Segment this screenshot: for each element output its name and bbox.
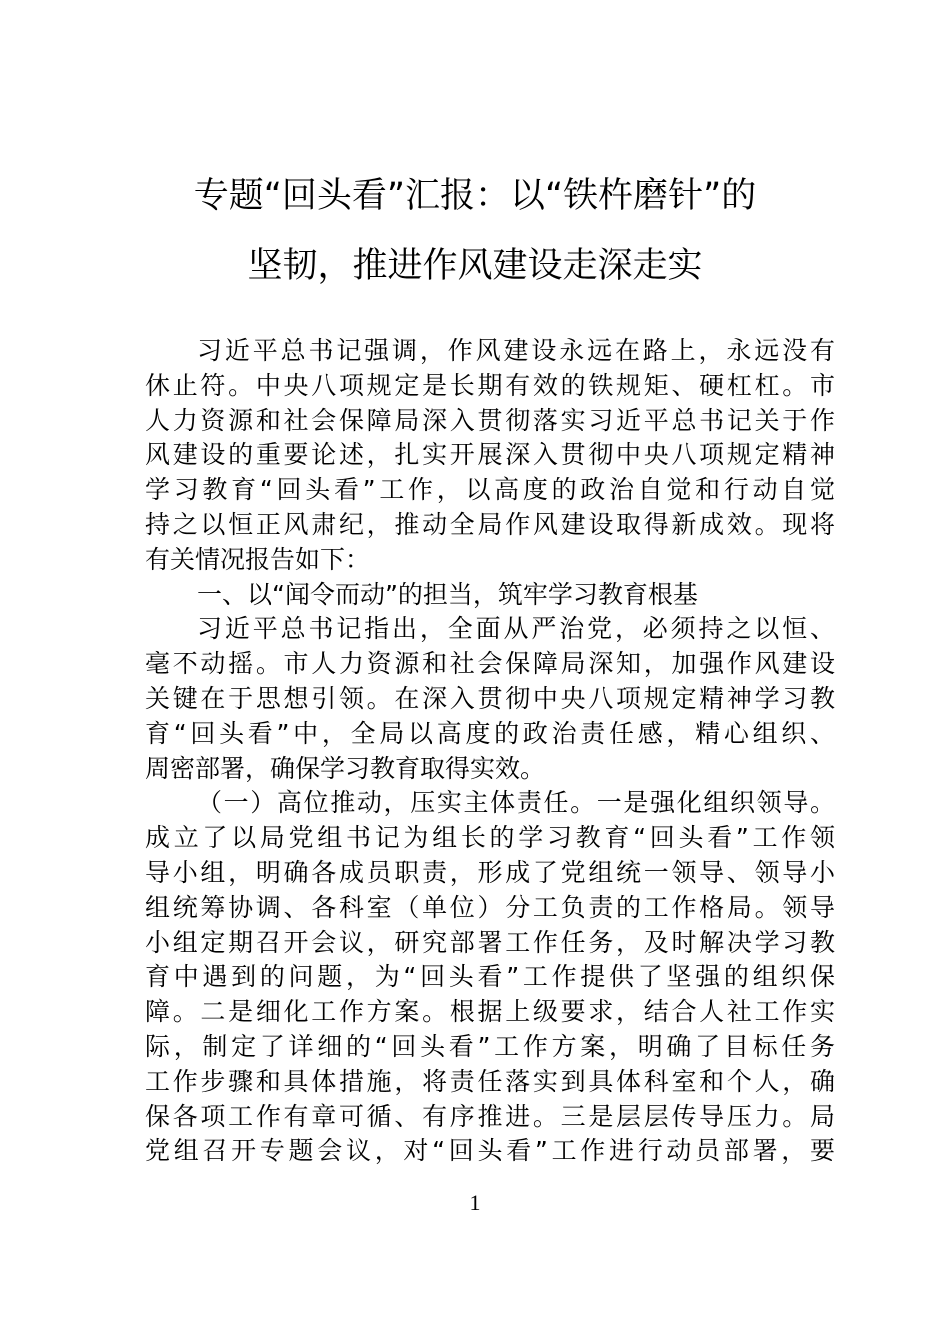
body-line: 保各项工作有章可循、有序推进。三是层层传导压力。局	[145, 1101, 835, 1131]
document-body	[145, 334, 835, 1169]
body-line: 组统筹协调、各科室（单位）分工负责的工作格局。领导	[145, 892, 835, 922]
body-line: 工作步骤和具体措施，将责任落实到具体科室和个人，确	[145, 1066, 835, 1096]
body-line: 习近平总书记指出，全面从严治党，必须持之以恒、	[197, 614, 835, 644]
body-line: 有关情况报告如下：	[145, 544, 371, 574]
document-title-line-1: 专题“回头看”汇报：以“铁杵磨针”的	[193, 176, 757, 216]
body-line: 风建设的重要论述，扎实开展深入贯彻中央八项规定精神	[145, 440, 835, 470]
body-line: 际，制定了详细的“回头看”工作方案，明确了目标任务	[145, 1031, 835, 1061]
page-number: 1	[469, 1190, 481, 1215]
body-line: 育“回头看”中，全局以高度的政治责任感，精心组织、	[145, 718, 835, 748]
body-line: （一）高位推动，压实主体责任。一是强化组织领导。	[197, 788, 835, 818]
body-line: 持之以恒正风肃纪，推动全局作风建设取得新成效。现将	[145, 509, 835, 539]
body-line: 人力资源和社会保障局深入贯彻落实习近平总书记关于作	[145, 405, 835, 435]
body-line: 习近平总书记强调，作风建设永远在路上，永远没有	[197, 336, 835, 365]
section-heading: 一、以“闻令而动”的担当，筑牢学习教育根基	[197, 579, 698, 609]
body-line: 休止符。中央八项规定是长期有效的铁规矩、硬杠杠。市	[145, 370, 835, 400]
body-line: 障。二是细化工作方案。根据上级要求，结合人社工作实	[145, 997, 835, 1027]
body-line: 成立了以局党组书记为组长的学习教育“回头看”工作领	[145, 823, 835, 853]
body-line: 周密部署，确保学习教育取得实效。	[145, 753, 546, 783]
body-line: 导小组，明确各成员职责，形成了党组统一领导、领导小	[145, 857, 835, 887]
body-line: 小组定期召开会议，研究部署工作任务，及时解决学习教	[145, 927, 835, 957]
document-title-line-2: 坚韧，推进作风建设走深走实	[247, 246, 703, 286]
body-line: 关键在于思想引领。在深入贯彻中央八项规定精神学习教	[145, 683, 835, 713]
body-line: 学习教育“回头看”工作，以高度的政治自觉和行动自觉	[145, 475, 835, 505]
body-line: 毫不动摇。市人力资源和社会保障局深知，加强作风建设	[145, 649, 835, 679]
body-line: 党组召开专题会议，对“回头看”工作进行动员部署，要	[145, 1136, 835, 1166]
body-line: 育中遇到的问题，为“回头看”工作提供了坚强的组织保	[145, 962, 835, 992]
